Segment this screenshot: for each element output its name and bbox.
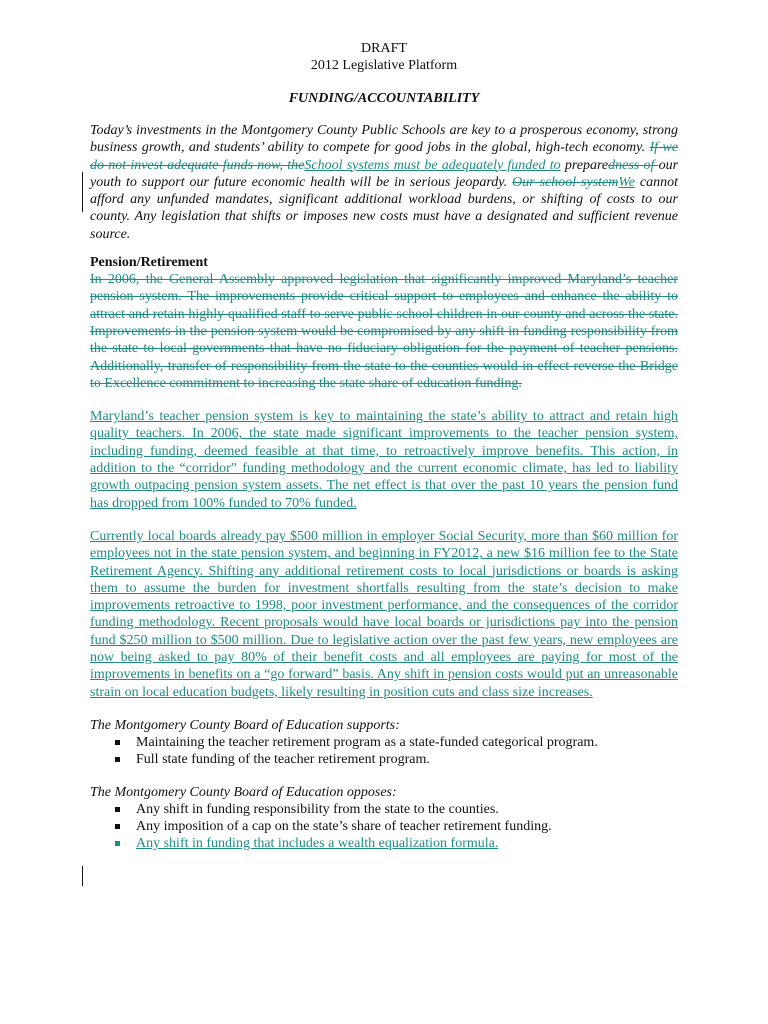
list-item: Any imposition of a cap on the state’s share of teacher retirement funding. xyxy=(90,818,678,835)
supports-heading: The Montgomery County Board of Education supports: xyxy=(90,717,400,733)
intro-insertion-1: School systems must be adequately funded to xyxy=(304,157,561,173)
platform-title: 2012 Legislative Platform xyxy=(310,58,458,73)
intro-paragraph xyxy=(90,122,678,243)
change-bar-intro xyxy=(82,172,83,212)
intro-text-3: our youth to support our future economic health will be in serious jeopardy. xyxy=(90,157,679,190)
spacer xyxy=(90,392,678,408)
pension-deleted-paragraph: In 2006, the General Assembly approved legislation that significantly improved Maryland’s teacher pension system. The improvements provide critical support to employees and enhance the ability to attract and retain highly qualified staff to serve public school children in our county and across the state. Improvements in the pension system would be compromised by any shift in funding responsibility from the state to local governments that have no fiduciary obligation for the payment of teacher pensions. Additionally, transfer of responsibility from the state to the counties would in effect reverse the Bridge to Excellence commitment to increasing the state share of education funding. xyxy=(90,272,678,391)
change-bar-list xyxy=(82,866,83,886)
pension-heading: Pension/Retirement xyxy=(90,255,208,271)
opposes-list xyxy=(90,801,678,852)
spacer xyxy=(90,512,678,528)
opposes-heading: The Montgomery County Board of Education opposes: xyxy=(90,784,397,800)
supports-list xyxy=(90,734,678,768)
intro-deletion-2: dness of xyxy=(608,157,659,173)
list-item: Any shift in funding responsibility from the state to the counties. xyxy=(90,801,678,818)
pension-paragraph-2: Maryland’s teacher pension system is key to maintaining the state’s ability to attract and retain high quality teachers. In 2006, the state made significant improvements to the teacher pension system, including funding, deemed feasible at that time, to retroactively improve benefits. This action, in addition to the “corridor” funding methodology and the current economic climate, has led to liability growth outpacing pension system assets. The net effect is that over the past 10 years the pension fund has dropped from 100% funded to 70% funded. xyxy=(90,409,678,511)
intro-deletion-1: If we do not invest adequate funds now, the xyxy=(90,140,678,173)
list-item: Full state funding of the teacher retirement program. xyxy=(90,751,678,768)
list-item: Any shift in funding that includes a wealth equalization formula. xyxy=(90,835,678,852)
intro-text-4: cannot afford any unfunded mandates, significant additional workload burdens, or shifting of costs to our county. Any legislation that shifts or imposes new costs must have a designated and sufficient revenue source. xyxy=(90,174,679,242)
pension-paragraph-3: Currently local boards already pay $500 million in employer Social Security, more than $60 million for employees not in the state pension system, and beginning in FY2012, a new $16 million fee to the State Retirement Agency. Shifting any additional retirement costs to local jurisdictions or boards is asking them to assume the burden for investment shortfalls resulting from the state’s decision to make improvements retroactive to 1998, poor investment performance, and the consequences of the corridor funding methodology. Recent proposals would have local boards or jurisdictions pay into the pension fund $250 million to $500 million. Due to legislative action over the past few years, new employees are now being asked to pay 80% of their benefit costs and all employees are paying for most of the improvements in benefits on a “go forward” basis. Any shift in pension costs would put an unreasonable strain on local education budgets, likely resulting in position cuts and class size increases. xyxy=(90,528,678,700)
document-page xyxy=(90,40,678,852)
intro-text-2: prepare xyxy=(560,157,609,173)
draft-label: DRAFT xyxy=(361,41,407,56)
intro-deletion-3: Our school system xyxy=(512,174,619,190)
list-item: Maintaining the teacher retirement program as a state-funded categorical program. xyxy=(90,734,678,751)
intro-insertion-2: We xyxy=(618,174,635,190)
section-title: FUNDING/ACCOUNTABILITY xyxy=(288,91,480,106)
intro-text-1: Today’s investments in the Montgomery County Public Schools are key to a prosperous economy, strong business growth, and students’ ability to compete for good jobs in the global, high-tech economy. xyxy=(90,123,678,156)
